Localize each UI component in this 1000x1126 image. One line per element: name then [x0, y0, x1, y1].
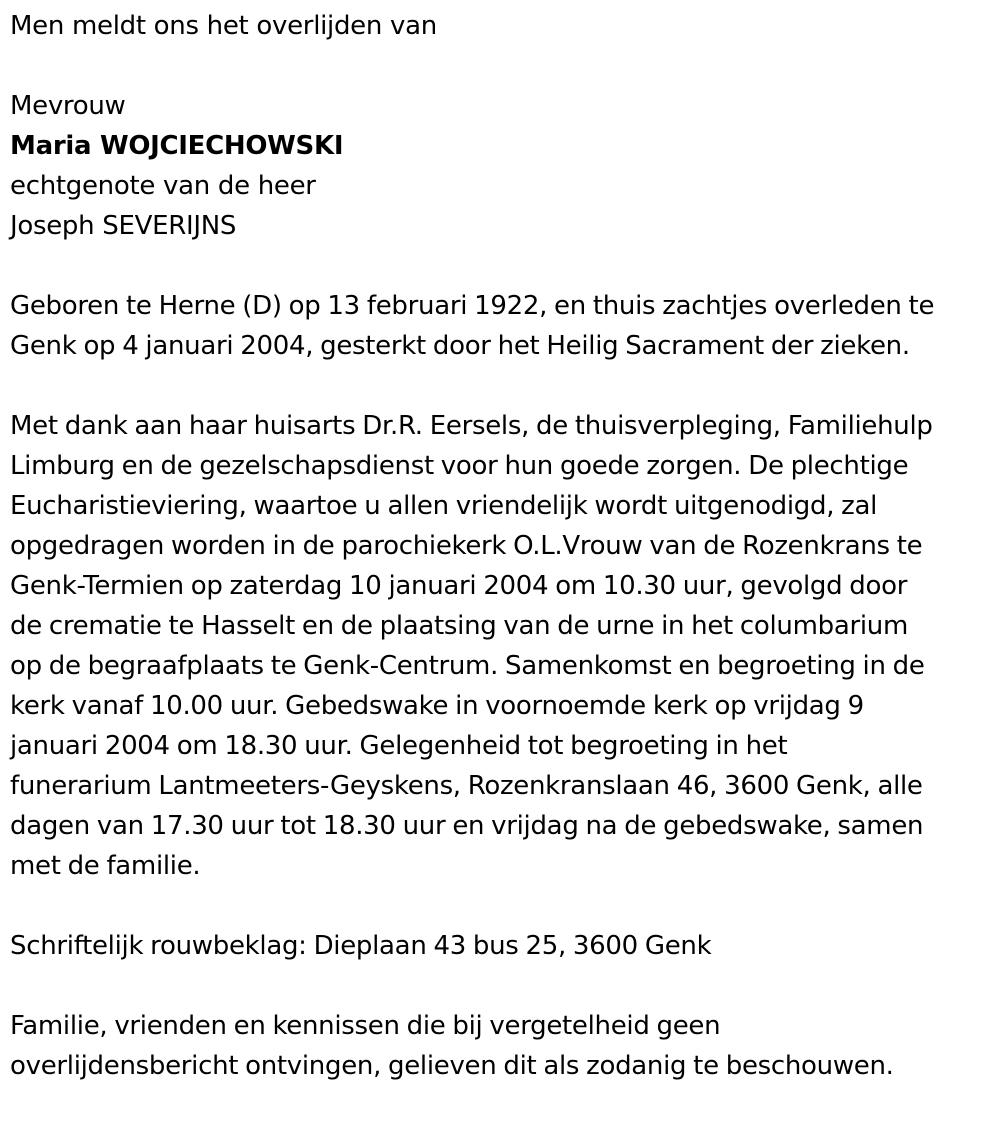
- paragraph-line: Familie, vrienden en kennissen die bij vergetelheid geen: [10, 1011, 721, 1041]
- birth-death-paragraph: [10, 286, 995, 366]
- spouse-name: Joseph SEVERIJNS: [10, 211, 237, 241]
- paragraph-line: de crematie te Hasselt en de plaatsing van de urne in het columbarium: [10, 611, 908, 641]
- paragraph-line: Genk-Termien op zaterdag 10 januari 2004 om 10.30 uur, gevolgd door: [10, 571, 908, 601]
- spacer: [10, 366, 995, 406]
- thanks-paragraph: [10, 406, 995, 886]
- closing-paragraph: [10, 1006, 995, 1086]
- paragraph-line: met de familie.: [10, 851, 201, 881]
- paragraph-line: januari 2004 om 18.30 uur. Gelegenheid tot begroeting in het: [10, 731, 788, 761]
- paragraph-line: op de begraafplaats te Genk-Centrum. Samenkomst en begroeting in de: [10, 651, 925, 681]
- spacer: [10, 46, 995, 86]
- paragraph-line: Met dank aan haar huisarts Dr.R. Eersels, de thuisverpleging, Familiehulp: [10, 411, 933, 441]
- spacer: [10, 886, 995, 926]
- relation-line: echtgenote van de heer: [10, 171, 316, 201]
- spacer: [10, 966, 995, 1006]
- deceased-name: Maria WOJCIECHOWSKI: [10, 131, 344, 161]
- paragraph-line: Eucharistieviering, waartoe u allen vriendelijk wordt uitgenodigd, zal: [10, 491, 878, 521]
- paragraph-line: Geboren te Herne (D) op 13 februari 1922, en thuis zachtjes overleden te: [10, 291, 935, 321]
- paragraph-line: opgedragen worden in de parochiekerk O.L.Vrouw van de Rozenkrans te: [10, 531, 923, 561]
- paragraph-line: overlijdensbericht ontvingen, gelieven dit als zodanig te beschouwen.: [10, 1051, 894, 1081]
- paragraph-line: Genk op 4 januari 2004, gesterkt door het Heilig Sacrament der zieken.: [10, 331, 910, 361]
- paragraph-line: kerk vanaf 10.00 uur. Gebedswake in voornoemde kerk op vrijdag 9: [10, 691, 864, 721]
- condolence-address: Schriftelijk rouwbeklag: Dieplaan 43 bus 25, 3600 Genk: [10, 931, 712, 961]
- title-line: Mevrouw: [10, 91, 126, 121]
- death-announcement: [10, 6, 995, 1086]
- intro-line: Men meldt ons het overlijden van: [10, 11, 437, 41]
- paragraph-line: dagen van 17.30 uur tot 18.30 uur en vrijdag na de gebedswake, samen: [10, 811, 924, 841]
- paragraph-line: Limburg en de gezelschapsdienst voor hun goede zorgen. De plechtige: [10, 451, 909, 481]
- spacer: [10, 246, 995, 286]
- paragraph-line: funerarium Lantmeeters-Geyskens, Rozenkranslaan 46, 3600 Genk, alle: [10, 771, 923, 801]
